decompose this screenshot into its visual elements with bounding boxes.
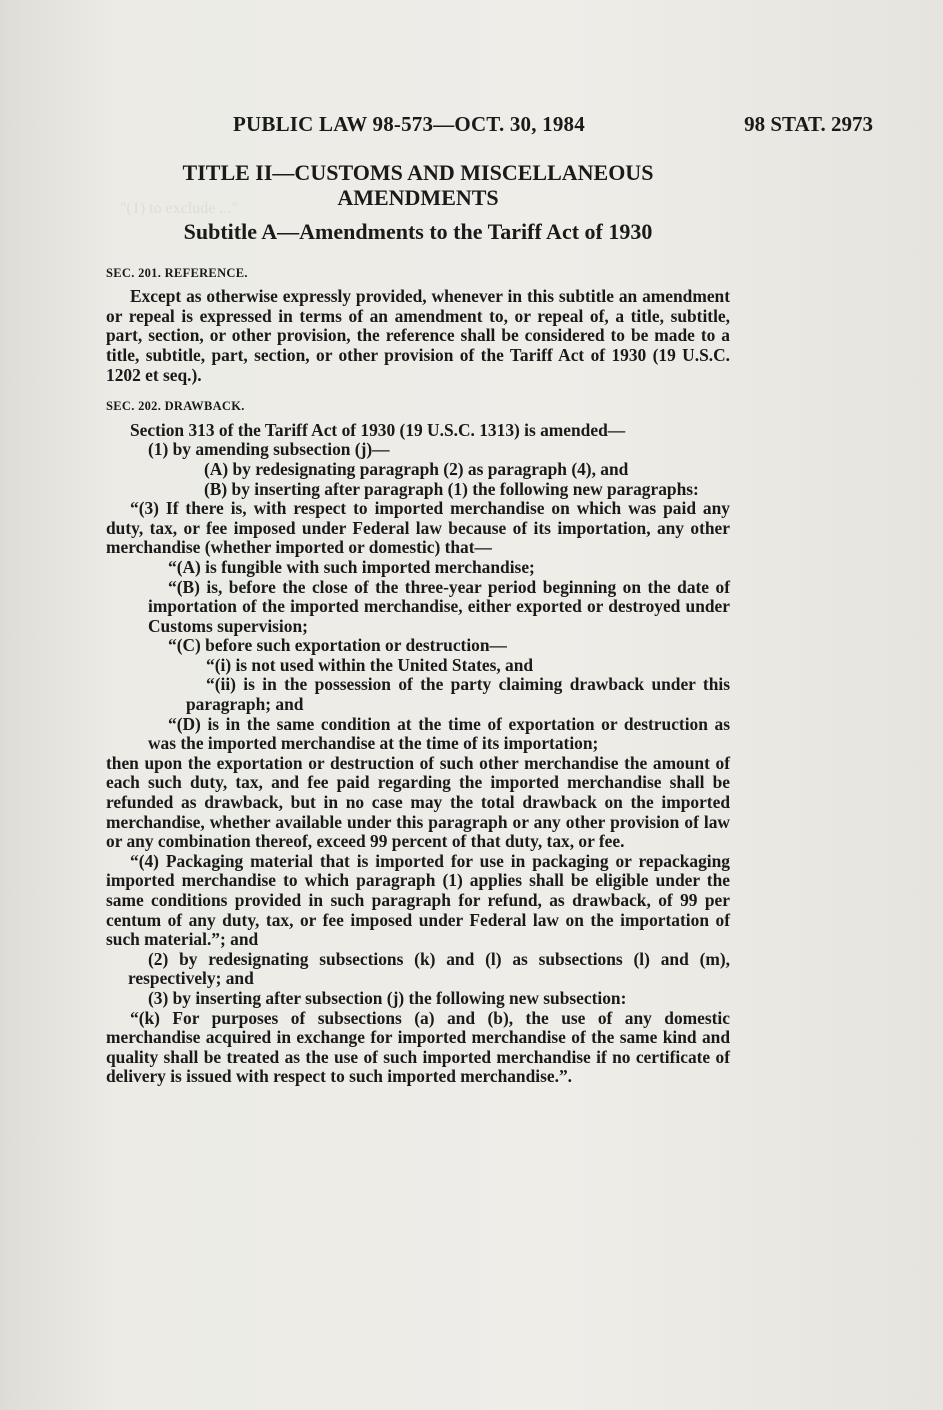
show-through: "(1) to exclude ..." (120, 200, 238, 217)
margin-note-1 (836, 308, 839, 319)
title-heading (106, 160, 730, 210)
page-number: 98 STAT. 2973 (744, 112, 873, 136)
section-202-item-3: (3) by inserting after subsection (j) the following new subsection: (148, 987, 627, 1008)
paragraph-3-c-i: “(i) is not used within the United States, and (206, 654, 534, 675)
paragraph-3-b: “(B) is, before the close of the three-year period beginning on the date of importation of the imported merchandise, either exported or destroyed under Customs supervision; (148, 576, 730, 636)
section-202-item-2: (2) by redesignating subsections (k) and (l) as subsections (l) and (m), respectively; and (128, 948, 730, 989)
paragraph-3-a: “(A) is fungible with such imported merchandise; (168, 556, 535, 577)
section-201-text: Except as otherwise expressly provided, whenever in this subtitle an amendment or repeal is expressed in terms of an amendment to, or repeal of, a title, subtitle, part, section, or other provision, the reference shall be considered to be made to a title, subtitle, part, section, or other provision of the Tariff Act of 1930 (19 U.S.C. 1202 et seq.). (106, 286, 730, 385)
subsection-k: “(k) For purposes of subsections (a) and (b), the use of any domestic merchandise acquired in exchange for imported merchandise of the same kind and quality shall be treated as the use of such imported merchandise if no certificate of delivery is issued with respect to such imported merchandise.”. (106, 1007, 730, 1087)
section-202-heading: SEC. 202. DRAWBACK. (106, 399, 245, 414)
section-202-item-1: (1) by amending subsection (j)— (148, 439, 390, 460)
title-line-1: TITLE II—CUSTOMS AND MISCELLANEOUS (182, 160, 654, 185)
paragraph-3-d: “(D) is in the same condition at the time of exportation or destruction as was the imported merchandise at the time of its importation; (148, 713, 730, 754)
running-head-citation: PUBLIC LAW 98-573—OCT. 30, 1984 (233, 112, 585, 136)
paragraph-3-c: “(C) before such exportation or destruction— (168, 635, 507, 656)
paragraph-4: “(4) Packaging material that is imported for use in packaging or repackaging imported merchandise to which paragraph (1) applies shall be eligible under the same conditions provided in such paragraph for refund, as drawback, of 99 per centum of any duty, tax, or fee imposed under Federal law on the importation of such material.”; and (106, 850, 730, 950)
paragraph-3-c-ii: “(ii) is in the possession of the party claiming drawback under this paragraph; and (186, 674, 730, 715)
section-202-item-1b: (B) by inserting after paragraph (1) the following new paragraphs: (204, 478, 699, 499)
paragraph-3-intro: “(3) If there is, with respect to imported merchandise on which was paid any duty, tax, or fee imposed under Federal law because of its importation, any other merchandise (whether imported or domestic) that— (106, 498, 730, 558)
running-head (0, 112, 943, 144)
title-line-2: AMENDMENTS (337, 185, 499, 210)
spacer (106, 385, 730, 397)
subtitle-heading: Subtitle A—Amendments to the Tariff Act of 1930 (183, 219, 653, 244)
section-202-intro: Section 313 of the Tariff Act of 1930 (19 U.S.C. 1313) is amended— (130, 419, 626, 440)
section-202-item-1a: (A) by redesignating paragraph (2) as paragraph (4), and (204, 458, 629, 479)
body-column (106, 160, 730, 1087)
paragraph-3-then: then upon the exportation or destruction of such other merchandise the amount of each such duty, tax, and fee paid regarding the imported merchandise shall be refunded as drawback, but in no case may the total drawback on the imported merchandise, whether available under this paragraph or any other provision of law or any combination thereof, exceed 99 percent of that duty, tax, or fee. (106, 752, 730, 852)
section-201-heading: SEC. 201. REFERENCE. (106, 265, 248, 280)
